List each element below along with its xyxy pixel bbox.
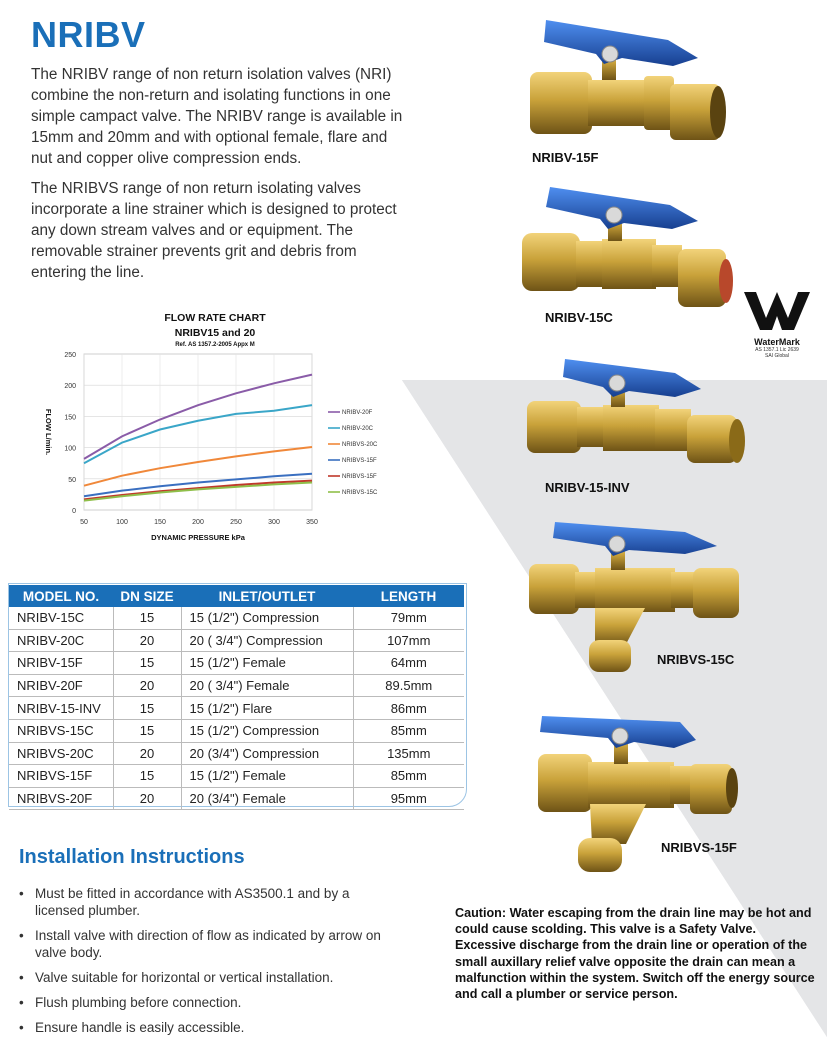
chart-plot [40, 312, 400, 552]
chart-xtick-label: 350 [306, 519, 318, 526]
list-item [19, 969, 389, 986]
installation-list [19, 885, 389, 1044]
list-item [19, 994, 389, 1011]
chart-xaxis-label: DYNAMIC PRESSURE kPa [151, 533, 245, 542]
cell-length: 135mm [353, 742, 464, 765]
table-row [9, 765, 464, 788]
list-item [19, 885, 389, 919]
cell-length: 85mm [353, 719, 464, 742]
table-row [9, 652, 464, 675]
table-row [9, 629, 464, 652]
table-row [9, 742, 464, 765]
list-item [19, 1019, 389, 1036]
cell-inlet-outlet: 20 ( 3/4") Female [181, 674, 353, 697]
cell-model: NRIBV-15-INV [9, 697, 113, 720]
table-row [9, 607, 464, 629]
watermark-icon [742, 288, 812, 332]
chart-legend-label: NRIBVS-15F [342, 474, 377, 480]
chart-xtick-label: 200 [192, 519, 204, 526]
cell-model: NRIBV-20C [9, 629, 113, 652]
chart-xtick-label: 100 [116, 519, 128, 526]
header-length: LENGTH [353, 585, 464, 607]
bullet-glyph: • [19, 970, 24, 985]
cell-model: NRIBV-20F [9, 674, 113, 697]
intro-paragraph-1: The NRIBV range of non return isolation valves (NRI) combine the non-return and isolating functions in one simple campact valve. The NRIBV range is available in 15mm and 20mm and with optional female, flare and nut and copper olive compression ends. [31, 66, 403, 167]
product-label-nribv-15f: NRIBV-15F [532, 150, 599, 165]
product-label-nribvs-15c: NRIBVS-15C [657, 652, 735, 667]
chart-ytick-label: 150 [64, 414, 76, 422]
cell-length: 85mm [353, 765, 464, 788]
bullet-glyph: • [19, 928, 24, 943]
instruction-text: Ensure handle is easily accessible. [35, 1020, 245, 1035]
header-dn-size: DN SIZE [113, 585, 181, 607]
chart-subtitle: NRIBV15 and 20 [174, 327, 256, 339]
chart-xtick-label: 50 [80, 519, 88, 526]
page-title: NRIBV [31, 14, 146, 55]
table-header-row [9, 585, 464, 607]
chart-xtick-label: 150 [154, 519, 166, 526]
product-label-nribv-15c: NRIBV-15C [545, 310, 613, 325]
cell-dn-size: 20 [113, 787, 181, 810]
product-label-nribvs-15f: NRIBVS-15F [661, 840, 737, 855]
chart-ytick-label: 50 [68, 476, 76, 484]
cell-length: 95mm [353, 787, 464, 810]
caution-note: Caution: Water escaping from the drain line may be hot and could cause scolding. This valve is a Safety Valve. Excessive discharge from the drain line or operation of the small auxillary relief valve opposite the drain can mean a malfunction within the system. Switch off the energy source and call a plumber or service person. [455, 906, 815, 1002]
installation-heading: Installation Instructions [19, 846, 245, 868]
cell-inlet-outlet: 20 ( 3/4") Compression [181, 629, 353, 652]
chart-legend-label: NRIBVS-15C [342, 490, 378, 496]
table-row [9, 697, 464, 720]
chart-ytick-label: 200 [64, 383, 76, 391]
instruction-text: Valve suitable for horizontal or vertical installation. [35, 970, 334, 985]
cell-length: 86mm [353, 697, 464, 720]
list-item [19, 927, 389, 961]
valve-image-nribv-15f [518, 14, 733, 154]
instruction-text: Install valve with direction of flow as indicated by arrow on valve body. [35, 928, 381, 960]
instruction-text: Flush plumbing before connection. [35, 995, 242, 1010]
watermark-certifier: SAI Global [765, 353, 789, 359]
cell-dn-size: 20 [113, 742, 181, 765]
chart-legend-label: NRIBVS-15F [342, 458, 377, 464]
instruction-text: Must be fitted in accordance with AS3500.1 and by a licensed plumber. [35, 886, 350, 918]
chart-reference: Ref. AS 1357.2-2005 Appx M [175, 342, 255, 348]
bullet-glyph: • [19, 1020, 24, 1035]
cell-model: NRIBVS-20F [9, 787, 113, 810]
flow-rate-chart [40, 312, 400, 552]
cell-dn-size: 15 [113, 697, 181, 720]
cell-model: NRIBV-15F [9, 652, 113, 675]
cell-dn-size: 15 [113, 652, 181, 675]
cell-inlet-outlet: 20 (3/4") Female [181, 787, 353, 810]
chart-legend-label: NRIBVS-20C [342, 442, 378, 448]
bullet-glyph: • [19, 995, 24, 1010]
watermark-licence: AS 1357.1 Lic 2639 [755, 347, 799, 353]
cell-model: NRIBVS-20C [9, 742, 113, 765]
cell-inlet-outlet: 15 (1/2") Female [181, 765, 353, 788]
intro-paragraph-2: The NRIBVS range of non return isolating valves incorporate a line strainer which is designed to protect any down stream valves and or equipment. The removable strainer prevents grit and debris from entering the line. [31, 180, 397, 281]
chart-xtick-label: 300 [268, 519, 280, 526]
table-row [9, 719, 464, 742]
header-model: MODEL NO. [9, 585, 113, 607]
valve-image-nribv-15-inv [525, 357, 750, 477]
cell-length: 64mm [353, 652, 464, 675]
cell-inlet-outlet: 15 (1/2") Flare [181, 697, 353, 720]
cell-dn-size: 15 [113, 719, 181, 742]
product-label-nribv-15-inv: NRIBV-15-INV [545, 480, 630, 495]
cell-length: 79mm [353, 607, 464, 629]
chart-ytick-label: 0 [72, 508, 76, 515]
cell-model: NRIBV-15C [9, 607, 113, 629]
chart-ytick-label: 100 [64, 445, 76, 453]
cell-length: 89.5mm [353, 674, 464, 697]
chart-title: FLOW RATE CHART [164, 312, 266, 324]
model-table [9, 585, 464, 810]
cell-dn-size: 20 [113, 629, 181, 652]
chart-yaxis-label: FLOW L/min. [44, 408, 53, 456]
cell-model: NRIBVS-15F [9, 765, 113, 788]
chart-xtick-label: 250 [230, 519, 242, 526]
cell-length: 107mm [353, 629, 464, 652]
cell-dn-size: 20 [113, 674, 181, 697]
chart-legend-label: NRIBV-20F [342, 410, 373, 416]
intro-text [31, 64, 406, 292]
cell-dn-size: 15 [113, 765, 181, 788]
chart-legend-label: NRIBV-20C [342, 426, 374, 432]
table-row [9, 674, 464, 697]
watermark-logo [738, 288, 816, 359]
bullet-glyph: • [19, 886, 24, 901]
valve-image-nribv-15c [520, 185, 740, 315]
cell-inlet-outlet: 15 (1/2") Female [181, 652, 353, 675]
cell-inlet-outlet: 20 (3/4") Compression [181, 742, 353, 765]
watermark-name: WaterMark [754, 337, 800, 347]
table-row [9, 787, 464, 810]
chart-ytick-label: 250 [64, 352, 76, 359]
cell-model: NRIBVS-15C [9, 719, 113, 742]
cell-dn-size: 15 [113, 607, 181, 629]
header-inlet-outlet: INLET/OUTLET [181, 585, 353, 607]
cell-inlet-outlet: 15 (1/2") Compression [181, 719, 353, 742]
cell-inlet-outlet: 15 (1/2") Compression [181, 607, 353, 629]
